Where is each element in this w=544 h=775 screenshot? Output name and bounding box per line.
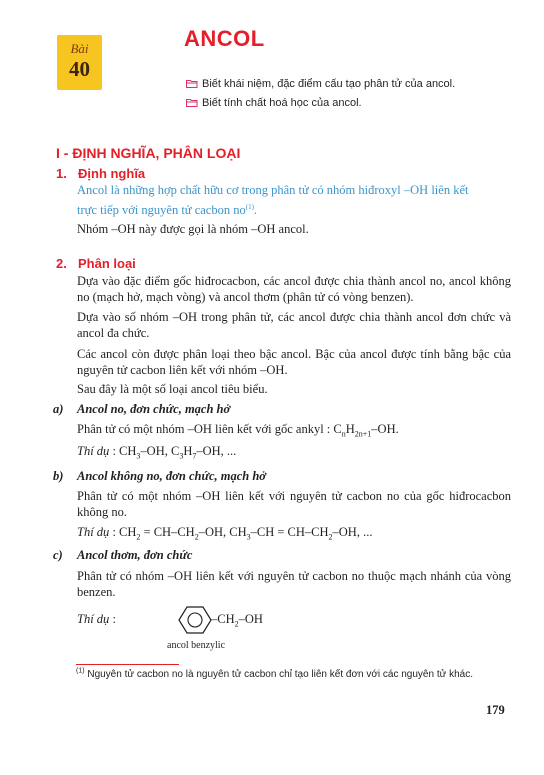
benzene-ring-icon: [178, 605, 212, 635]
item-example-a: Thí dụ : $CH_3-OH$, $C_3H_7-OH$, ...: [77, 444, 237, 461]
item-description-a: Phân tử có một nhóm –OH liên kết với gốc ankyl : $C_nH_{2n+1}-OH$.: [77, 422, 399, 439]
item-description-c: Phân tử có nhóm –OH liên kết với nguyên tử cacbon no thuộc mạch nhánh của vòng benzen.: [77, 569, 511, 599]
lesson-title: ANCOL: [184, 26, 265, 51]
objective-item: [186, 97, 362, 109]
objective-item: [186, 78, 455, 90]
compound-name: ancol benzylic: [167, 640, 226, 651]
subsection-title-definition: [56, 166, 145, 181]
subsection-number: 2.: [56, 256, 67, 271]
footnote: $^{(1)}$ Nguyên tử cacbon no là nguyên tử cacbon chỉ tạo liên kết đơn với các nguyên tử khác.: [76, 667, 473, 680]
objective-text: Biết khái niệm, đặc điểm cấu tạo phân tử của ancol.: [202, 78, 456, 90]
folder-icon: [186, 98, 198, 107]
item-title-a: a) Ancol no, đơn chức, mạch hở: [53, 402, 231, 416]
definition-note: Nhóm –OH này được gọi là nhóm –OH ancol.: [77, 222, 309, 236]
subsection-title-classification: [56, 256, 136, 271]
subsection-label: Định nghĩa: [78, 166, 146, 181]
item-example-c: Thí dụ :: [77, 612, 116, 626]
benzyl-side-chain: $-CH_2-OH$: [211, 612, 263, 629]
item-title-b: b) Ancol không no, đơn chức, mạch hở: [53, 469, 266, 483]
subsection-number: 1.: [56, 166, 67, 181]
definition-line: Ancol là những hợp chất hữu cơ trong phân tử có nhóm hiđroxyl –OH liên kết: [77, 183, 469, 197]
classification-paragraph: Sau đây là một số loại ancol tiêu biểu.: [77, 382, 268, 396]
section-title: I - ĐỊNH NGHĨA, PHÂN LOẠI: [56, 145, 241, 161]
footnote-divider: [76, 664, 179, 665]
lesson-number: 40: [69, 57, 90, 81]
lesson-badge: [57, 35, 102, 90]
item-example-b: Thí dụ : $CH_2 = CH-CH_2-OH$, $CH_3-CH = CH-CH_2-OH$, ...: [77, 525, 373, 542]
lesson-label: Bài: [70, 41, 89, 56]
folder-icon: [186, 79, 198, 88]
item-title-c: c) Ancol thơm, đơn chức: [53, 548, 193, 562]
objective-text: Biết tính chất hoá học của ancol.: [202, 97, 362, 109]
subsection-label: Phân loại: [78, 256, 136, 271]
item-description-b: Phân tử có một nhóm –OH liên kết với nguyên tử cacbon no của gốc hiđrocacbon không no.: [77, 489, 511, 519]
classification-paragraph: Các ancol còn được phân loại theo bậc ancol. Bậc của ancol được tính bằng bậc của nguyên tử cacbon liên kết với nhóm –OH.: [77, 347, 511, 377]
page-number: 179: [486, 703, 505, 717]
definition-line: trực tiếp với nguyên tử cacbon $no^{(1)}$.: [77, 202, 258, 217]
classification-paragraph: Dựa vào đặc điểm gốc hiđrocacbon, các ancol được chia thành ancol no, ancol không no (mạch hở, mạch vòng) và ancol thơm (phân tử có vòng benzen).: [77, 274, 511, 304]
classification-paragraph: Dựa vào số nhóm –OH trong phân tử, các ancol được chia thành ancol đơn chức và ancol đa chức.: [77, 310, 511, 340]
